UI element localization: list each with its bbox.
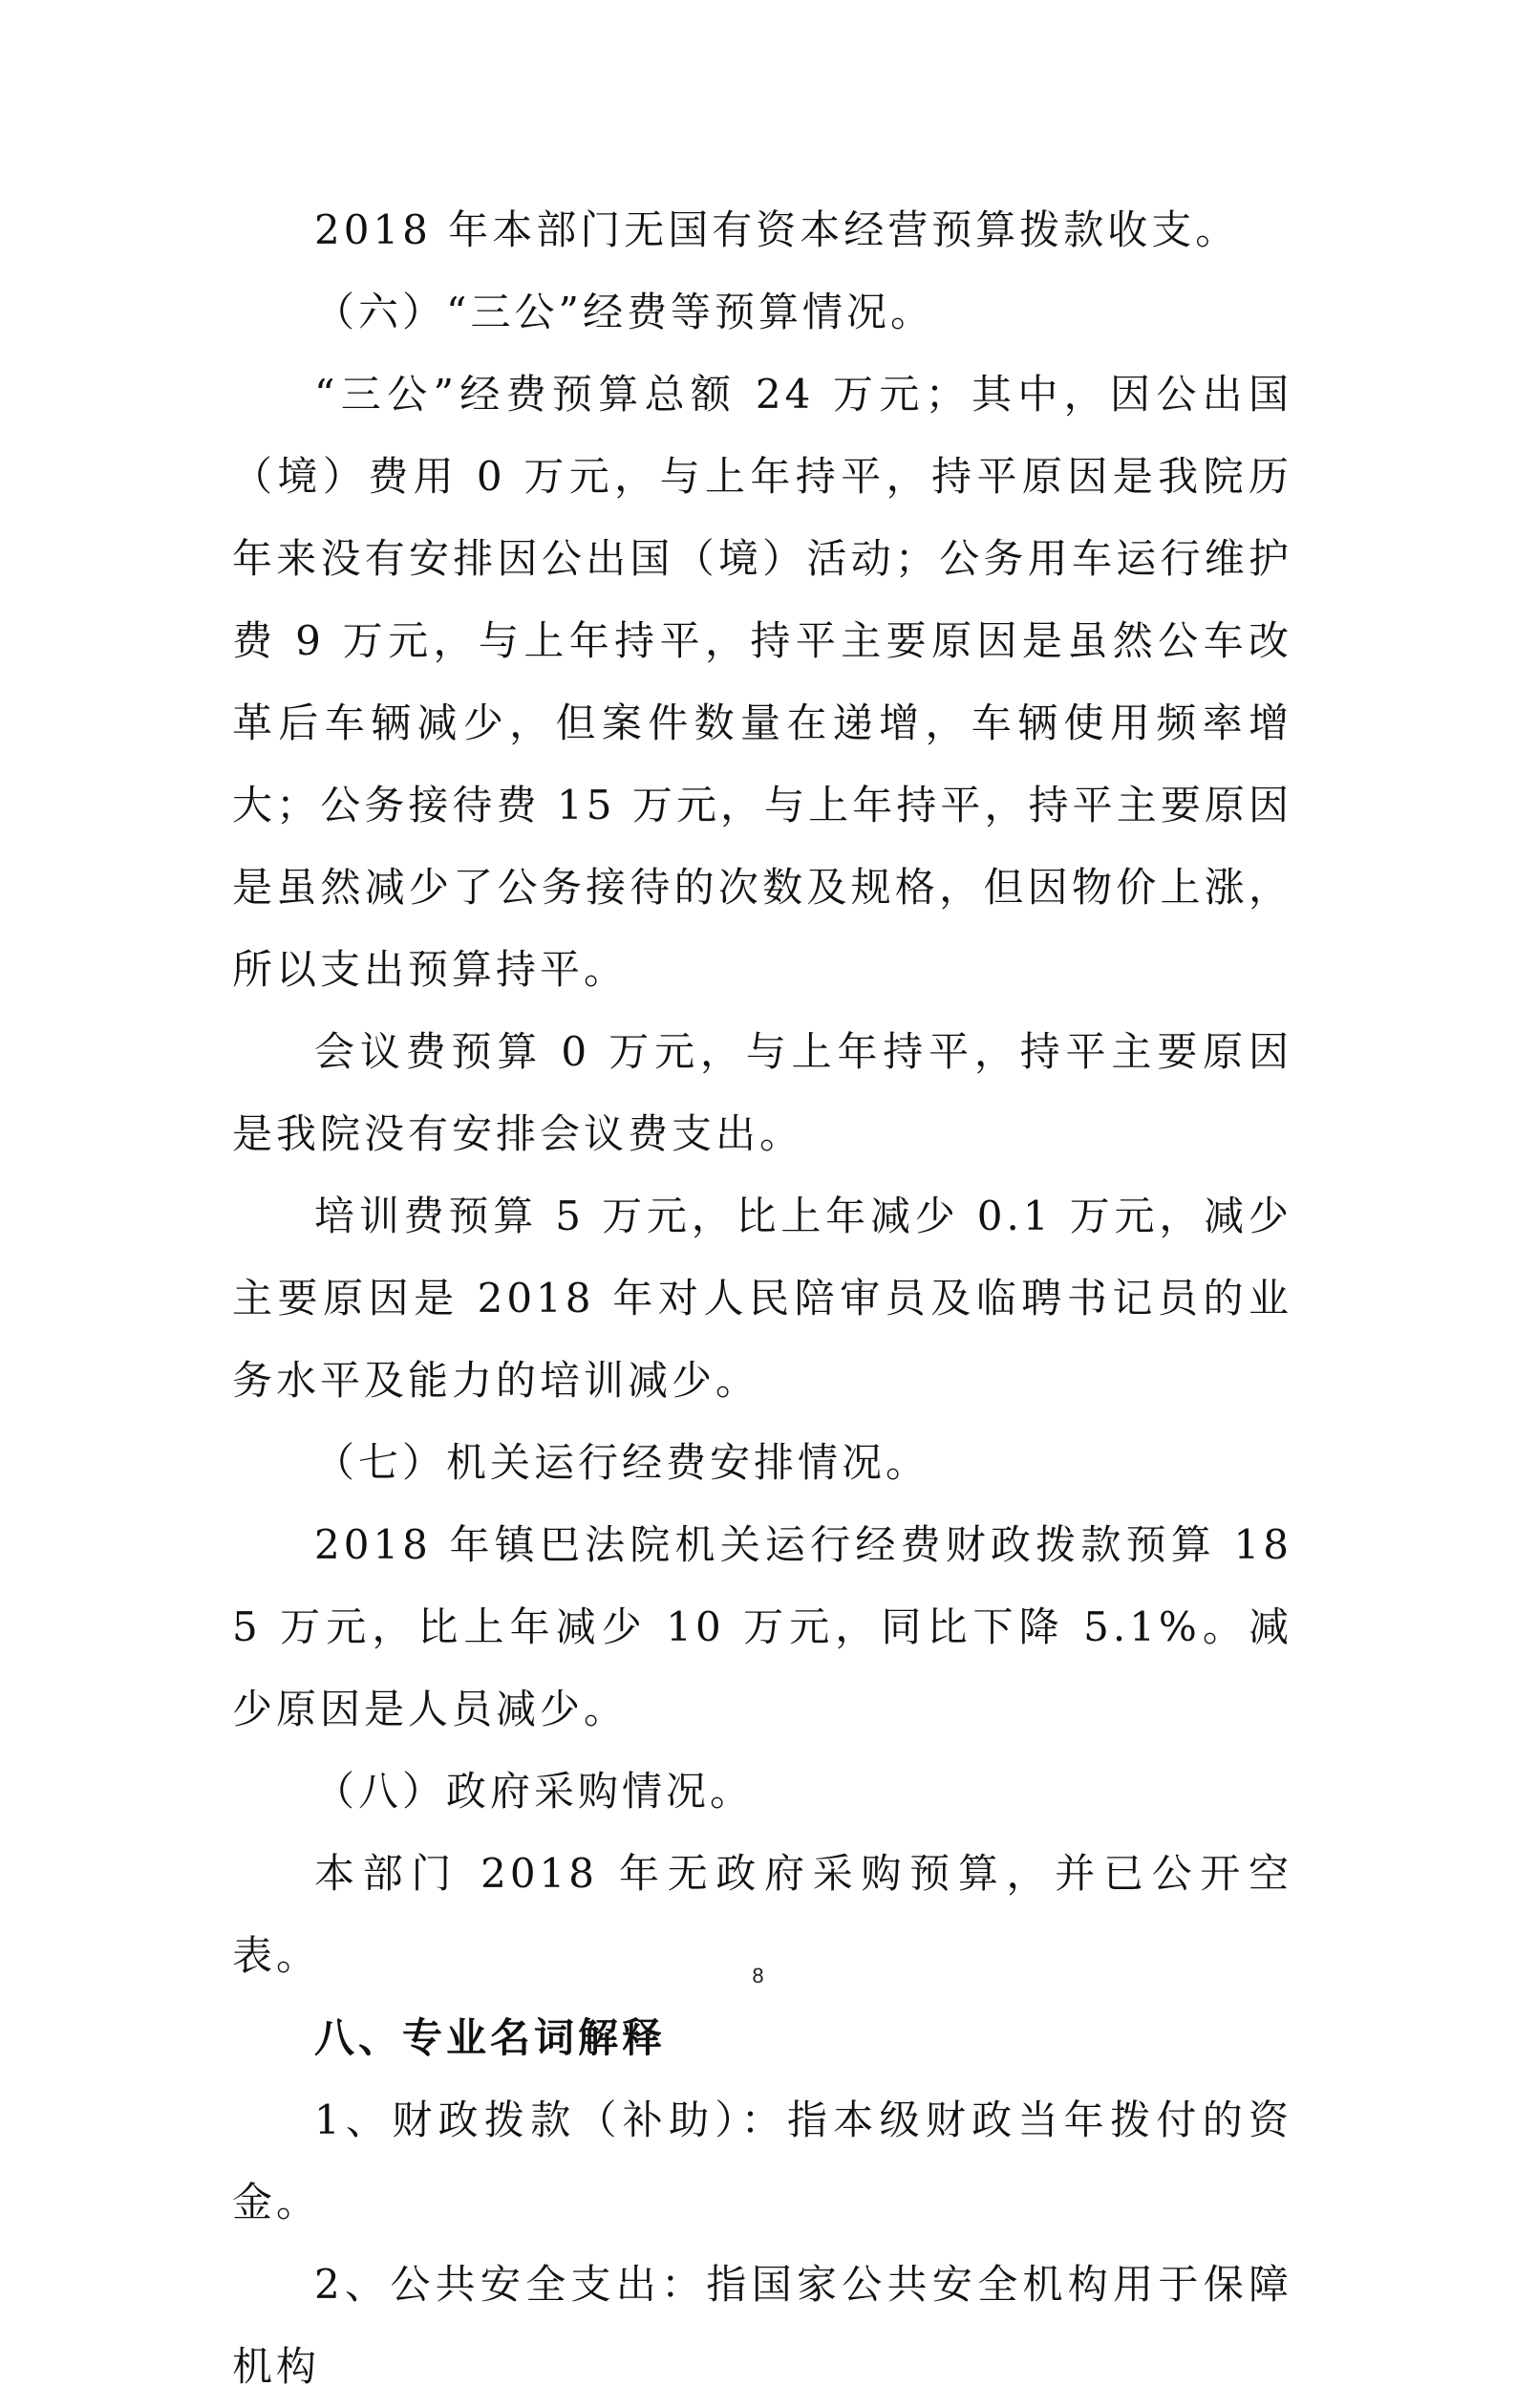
paragraph-three-public-expenses: “三公”经费预算总额 24 万元；其中，因公出国（境）费用 0 万元，与上年持平，持平原因是我院历年来没有安排因公出国（境）活动；公务用车运行维护费 9 万元，与上年持平，持平主要原因是虽然公车改革后车辆减少，但案件数量在递增，车辆使用频率增大；公务接待费 15 万元，与上年持平，持平主要原因是虽然减少了公务接待的次数及规格，但因物价上涨，所以支出预算持平。: [232, 371, 1292, 993]
paragraph-training-expenses: 培训费预算 5 万元，比上年减少 0.1 万元，减少主要原因是 2018 年对人民陪审员及临聘书记员的业务水平及能力的培训减少。: [232, 1193, 1292, 1404]
paragraph-operating-expenses: 2018 年镇巴法院机关运行经费财政拨款预算 185 万元，比上年减少 10 万元，同比下降 5.1%。减少原因是人员减少。: [232, 1521, 1292, 1732]
paragraph-section-seven-title: （七）机关运行经费安排情况。: [314, 1439, 930, 1486]
paragraph-state-capital-budget: 2018 年本部门无国有资本经营预算拨款收支。: [314, 206, 1240, 253]
paragraph-section-six-title: （六）“三公”经费等预算情况。: [314, 289, 934, 335]
page-number: 8: [752, 1964, 764, 1988]
document-body: [232, 189, 1292, 2408]
section-heading-terms: 八、专业名词解释: [314, 2014, 667, 2061]
paragraph-meeting-expenses: 会议费预算 0 万元，与上年持平，持平主要原因是我院没有安排会议费支出。: [232, 1028, 1292, 1157]
paragraph-procurement: 本部门 2018 年无政府采购预算，并已公开空表。: [232, 1850, 1292, 1979]
paragraph-term-fiscal-allocation: 1、财政拨款（补助）：指本级财政当年拨付的资金。: [232, 2096, 1292, 2225]
paragraph-section-eight-title: （八）政府采购情况。: [314, 1768, 755, 1815]
paragraph-term-public-security: 2、公共安全支出：指国家公共安全机构用于保障机构: [232, 2261, 1292, 2390]
